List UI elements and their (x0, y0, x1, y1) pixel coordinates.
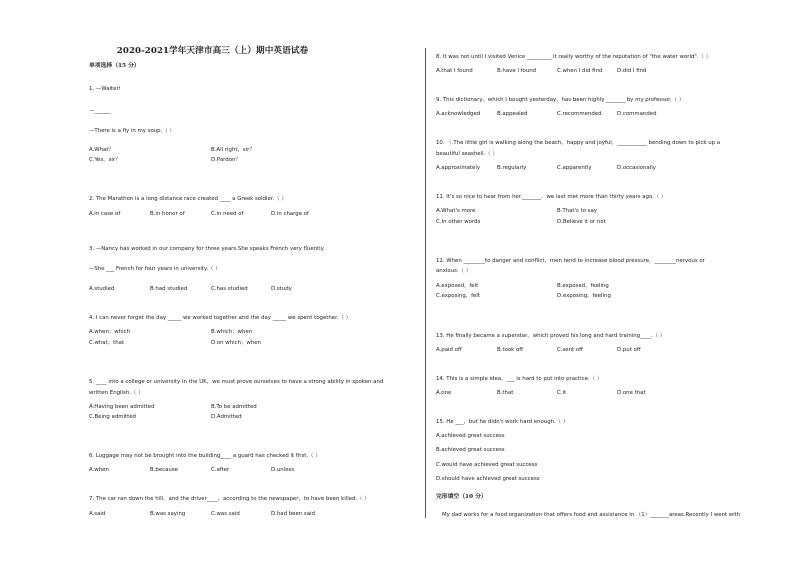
question-15-option-c: C.would have achieved great success (436, 462, 538, 468)
question-7-option-c: C.was said (211, 511, 240, 517)
column-divider (425, 48, 426, 518)
question-13-option-d: D.put off (617, 347, 641, 353)
question-2-option-b: B.in honor of (150, 211, 185, 217)
question-4-option-c: C.what；that (89, 340, 125, 346)
question-9-stem: 9. This dictionary，which I bought yesterday，has been highly _______ by my professor.（ ） (436, 97, 685, 103)
question-1-option-d: D.Pardon？ (211, 157, 241, 163)
question-6-option-c: C.after (211, 467, 230, 473)
question-2-option-a: A.in case of (89, 211, 121, 217)
question-15-option-b: B.achieved great success (436, 447, 505, 453)
question-10-option-c: C.apparently (557, 165, 592, 171)
question-1-option-b: B.All right，sir？ (211, 147, 255, 153)
question-1-option-c: C.Yes，sir？ (89, 157, 121, 163)
question-11-stem: 11. It's so nice to hear from her._______，we last met more than thirty years ago.（ ） (436, 194, 667, 200)
question-5-line: written English.（ ） (89, 390, 144, 396)
question-15-stem: 15. He ___，but he didn't work hard enough.（ ） (436, 419, 569, 425)
question-13-option-b: B.took off (497, 347, 523, 353)
question-11-option-c: C.In other words (436, 219, 481, 225)
question-15-option-a: A.achieved great success (436, 433, 505, 439)
question-10-option-b: B.regularly (497, 165, 527, 171)
question-11-option-a: A.What's more (436, 208, 476, 214)
question-14-option-a: A.one (436, 390, 452, 396)
cloze-passage-line: My dad works for a food organization that offers food and assistance in （1）_______areas.Recently I went with (442, 512, 741, 518)
question-9-option-c: C.recommended (557, 111, 602, 117)
question-12-option-c: C.exposing，felt (436, 293, 480, 299)
question-12-option-d: D.exposing，feeling (557, 293, 611, 299)
question-1-line: —There is a fly in my soup.（ ） (89, 128, 175, 134)
question-10-option-a: A.approximately (436, 165, 481, 171)
question-10-option-d: D.occasionally (617, 165, 656, 171)
question-13-option-a: A.paid off (436, 347, 462, 353)
question-2-stem: 2. The Marathon is a long distance race created ____ a Greek soldier.（ ） (89, 196, 287, 202)
question-11-option-d: D.Believe it or not (557, 219, 606, 225)
question-3-stem: 3. —Nancy has worked in our company for three years.She speaks French very fluently. (89, 246, 325, 252)
question-5-option-a: A.Having been admitted (89, 404, 155, 410)
question-14-option-b: B.that (497, 390, 514, 396)
question-5-option-b: B.To be admitted (211, 404, 257, 410)
question-2-option-d: D.in charge of (271, 211, 309, 217)
question-2-option-c: C.in need of (211, 211, 244, 217)
question-5-option-c: C.Being admitted (89, 414, 136, 420)
question-6-option-a: A.when (89, 467, 109, 473)
question-3-option-a: A.studied (89, 286, 115, 292)
question-12-option-b: B.exposed，feeling (557, 283, 609, 289)
question-4-option-a: A.when；which (89, 329, 130, 335)
question-12-stem: 12. When ________to danger and conflict，men tend to increase blood pressure，________nervous or (436, 258, 705, 264)
question-7-option-b: B.was saying (150, 511, 186, 517)
question-14-option-c: C.it (557, 390, 567, 396)
question-7-option-a: A.said (89, 511, 106, 517)
question-11-option-b: B.That's to say (557, 208, 597, 214)
question-13-option-c: C.sent off (557, 347, 583, 353)
exam-title: 2020-2021学年天津市高三（上）期中英语试卷 (116, 46, 309, 56)
question-14-option-d: D.one that (617, 390, 646, 396)
question-6-stem: 6. Luggage may not be brought into the building____ a guard has checked it first.（ ） (89, 453, 321, 459)
question-12-option-a: A.exposed，felt (436, 283, 479, 289)
question-13-stem: 13. He finally became a superstar，which proved his long and hard training____.（ ） (436, 333, 666, 339)
question-7-option-d: D.had been said (271, 511, 315, 517)
question-8-option-b: B.have I found (497, 68, 537, 74)
question-1-blank: —______ (89, 108, 111, 114)
question-8-option-a: A.that I found (436, 68, 473, 74)
question-4-option-d: D.on which；when (211, 340, 261, 346)
question-10-stem: 10. （.The little girl is walking along the beach，happy and joyful，___________ bending down to pick up a (436, 140, 721, 146)
question-3-option-d: D.study (271, 286, 292, 292)
question-4-option-b: B.which；when (211, 329, 253, 335)
question-14-stem: 14. This is a simple idea，___ is hard to put into practice.（ ） (436, 376, 603, 382)
section-heading-cloze: 完形填空（10 分） (436, 494, 487, 500)
question-6-option-b: B.because (150, 467, 178, 473)
question-4-stem: 4. I can never forget the day _____ we worked together and the day _____ we spent together.（ ） (89, 315, 352, 321)
question-3-option-b: B.had studied (150, 286, 188, 292)
question-9-option-d: D.commanded (617, 111, 657, 117)
question-15-option-d: D.should have achieved great success (436, 476, 540, 482)
question-1-option-a: A.What？ (89, 147, 114, 153)
question-8-option-c: C.when I did find (557, 68, 603, 74)
question-10-line: beautiful seashell.（ ） (436, 151, 498, 157)
question-3-option-c: C.has studied (211, 286, 248, 292)
question-9-option-b: B.appealed (497, 111, 528, 117)
question-1-stem: 1. —Waiter! (89, 86, 121, 92)
question-5-option-d: D.Admitted (211, 414, 242, 420)
question-3-line: —She ___ French for four years in university.（ ） (89, 266, 221, 272)
section-heading-single-choice: 单项选择（15 分） (89, 63, 140, 69)
question-8-stem: 8. It was not until I visited Venice _________ it really worthy of the reputation of "the water world".（ ） (436, 54, 712, 60)
question-12-line: anxious.（ ） (436, 268, 472, 274)
question-9-option-a: A.acknowledged (436, 111, 481, 117)
question-7-stem: 7. The car ran down the hill，and the driver____，according to the newspaper，to have been killed.（ ） (89, 496, 370, 502)
question-6-option-d: D.unless (271, 467, 295, 473)
question-8-option-d: D.did I find (617, 68, 647, 74)
question-5-stem: 5. ____ into a college or university in the UK，we must prove ourselves to have a strong ability in spoken and (89, 379, 384, 385)
